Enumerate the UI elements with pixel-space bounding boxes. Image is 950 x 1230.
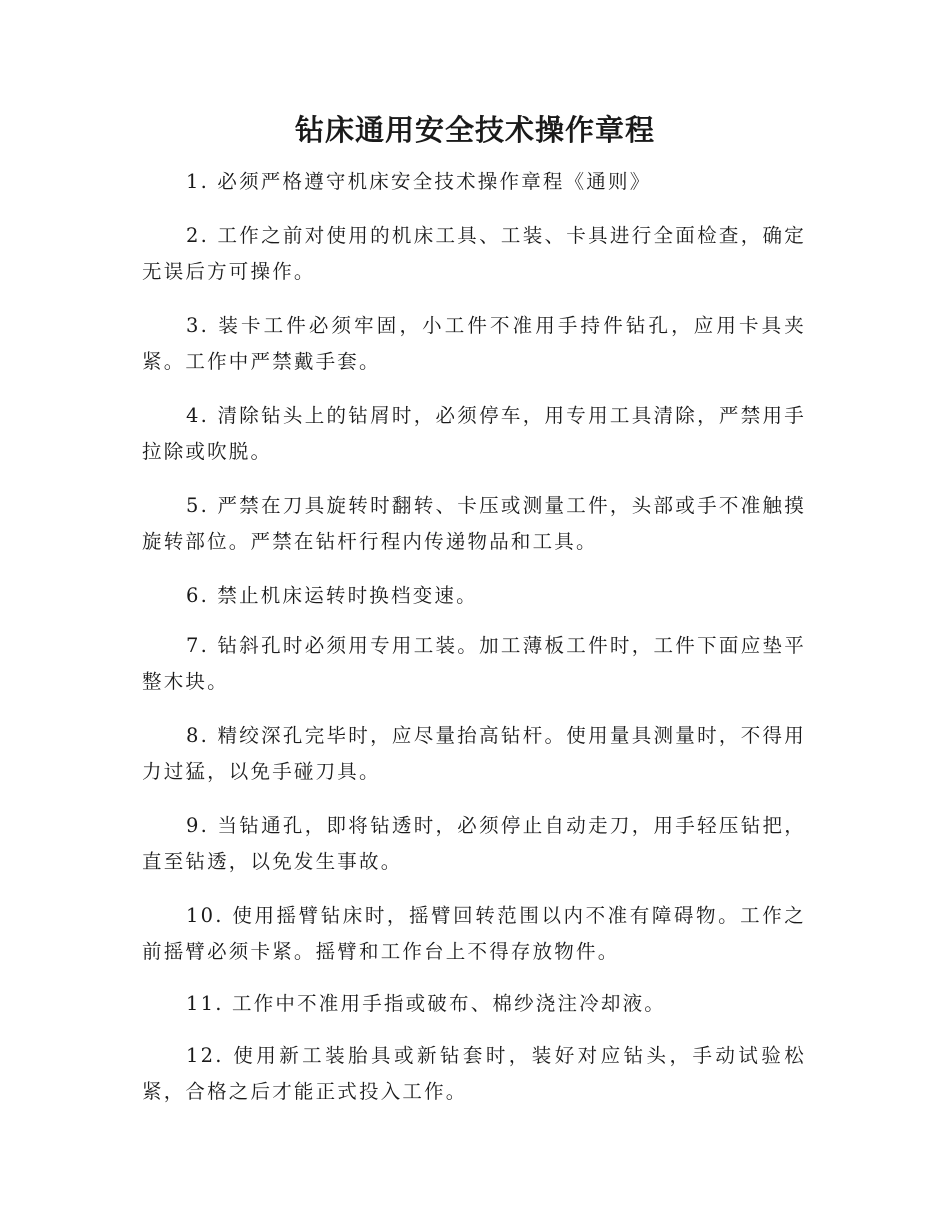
rule-item-1: 1. 必须严格遵守机床安全技术操作章程《通则》 — [186, 170, 652, 193]
rule-item-5: 5. 严禁在刀具旋转时翻转、卡压或测量工件，头部或手不准触摸旋转部位。严禁在钻杆行程内传递物品和工具。 — [142, 494, 806, 553]
rule-item-2: 2. 工作之前对使用的机床工具、工装、卡具进行全面检查，确定无误后方可操作。 — [142, 224, 806, 283]
document-title: 钻床通用安全技术操作章程 — [294, 113, 655, 147]
rule-item-11: 11. 工作中不准用手指或破布、棉纱浇注冷却液。 — [186, 992, 667, 1015]
rule-item-9: 9. 当钻通孔，即将钻透时，必须停止自动走刀，用手轻压钻把，直至钻透，以免发生事故。 — [142, 814, 806, 873]
rule-item-4: 4. 清除钻头上的钻屑时，必须停车，用专用工具清除，严禁用手拉除或吹脱。 — [142, 404, 806, 463]
rule-item-7: 7. 钻斜孔时必须用专用工装。加工薄板工件时，工件下面应垫平整木块。 — [142, 634, 806, 693]
rule-item-8: 8. 精绞深孔完毕时，应尽量抬高钻杆。使用量具测量时，不得用力过猛，以免手碰刀具。 — [142, 724, 806, 783]
rule-item-6: 6. 禁止机床运转时换档变速。 — [186, 584, 478, 607]
rule-item-12: 12. 使用新工装胎具或新钻套时，装好对应钻头，手动试验松紧，合格之后才能正式投入工作。 — [142, 1044, 806, 1103]
rule-item-10: 10. 使用摇臂钻床时，摇臂回转范围以内不准有障碍物。工作之前摇臂必须卡紧。摇臂和工作台上不得存放物件。 — [142, 904, 806, 963]
rule-item-3: 3. 装卡工件必须牢固，小工件不准用手持件钻孔，应用卡具夹紧。工作中严禁戴手套。 — [142, 314, 806, 373]
